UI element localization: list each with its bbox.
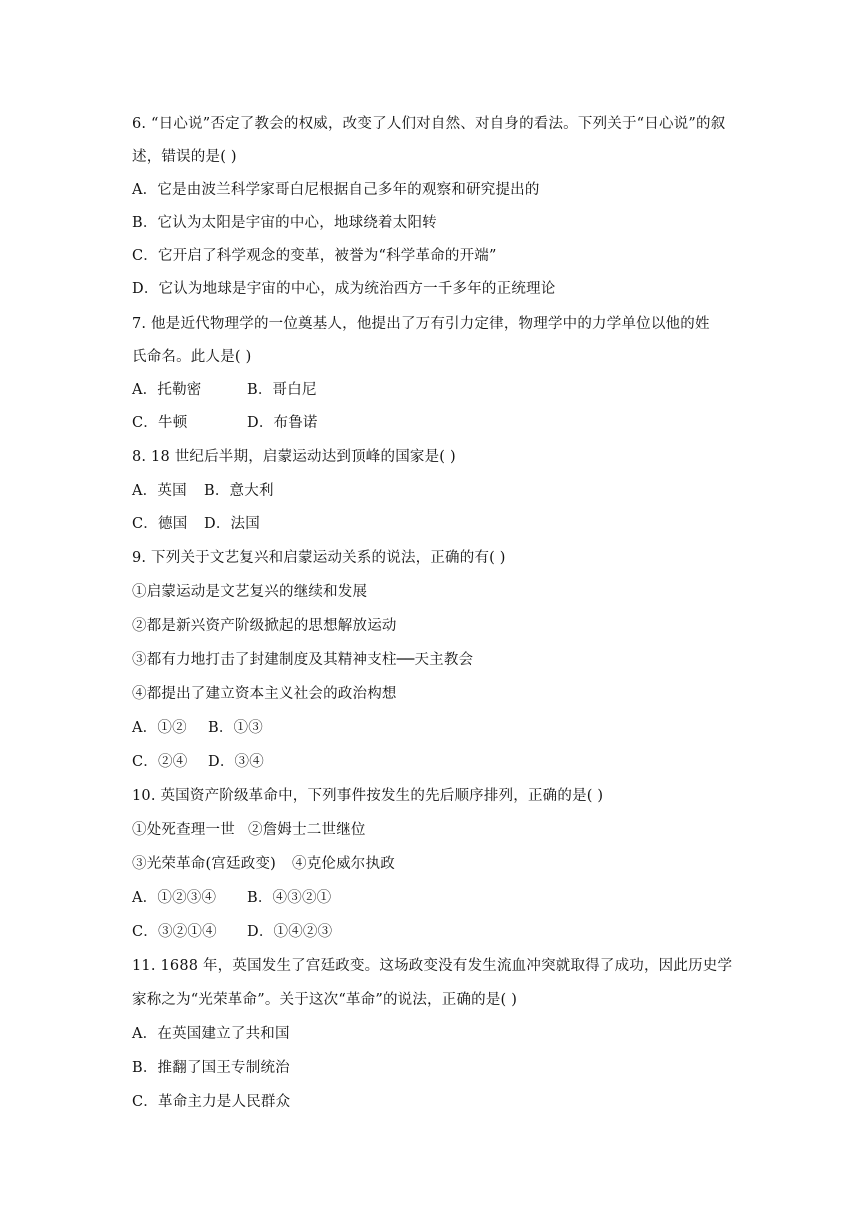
q9-statement-3: ③都有力地打击了封建制度及其精神支柱──天主教会 bbox=[132, 652, 474, 668]
q10-stem: 10. 英国资产阶级革命中，下列事件按发生的先后顺序排列，正确的是( ) bbox=[132, 788, 604, 804]
q10-option-d: D．①④②③ bbox=[247, 924, 333, 940]
q7-stem-line-2: 氏命名。此人是( ) bbox=[132, 349, 252, 365]
q7-options-row-1 bbox=[132, 380, 317, 400]
q10-statement-3: ③光荣革命(宫廷政变) bbox=[132, 856, 277, 872]
q9-option-a: A．①② bbox=[132, 720, 187, 736]
q8-stem: 8. 18 世纪后半期，启蒙运动达到顶峰的国家是( ) bbox=[132, 449, 456, 465]
q11-option-a: A．在英国建立了共和国 bbox=[132, 1026, 290, 1042]
q9-stem: 9. 下列关于文艺复兴和启蒙运动关系的说法，正确的有( ) bbox=[132, 550, 506, 566]
q8-option-c: C．德国 bbox=[132, 516, 188, 532]
q9-statement-2: ②都是新兴资产阶级掀起的思想解放运动 bbox=[132, 618, 397, 634]
q10-option-b: B．④③②① bbox=[247, 890, 332, 906]
q11-option-c: C．革命主力是人民群众 bbox=[132, 1094, 291, 1110]
q11-stem-line-1: 11. 1688 年，英国发生了宫廷政变。这场政变没有发生流血冲突就取得了成功，因此历史学 bbox=[132, 958, 733, 974]
q8-options-row-2 bbox=[132, 514, 260, 534]
q9-option-c: C．②④ bbox=[132, 754, 188, 770]
q7-option-a: A．托勒密 bbox=[132, 382, 202, 398]
q10-statement-1: ①处死查理一世 bbox=[132, 822, 235, 838]
q7-stem-line-1: 7. 他是近代物理学的一位奠基人，他提出了万有引力定律，物理学中的力学单位以他的姓 bbox=[132, 316, 710, 332]
q9-statement-1: ①启蒙运动是文艺复兴的继续和发展 bbox=[132, 584, 368, 600]
q10-option-c: C．③②①④ bbox=[132, 924, 217, 940]
q8-option-d: D．法国 bbox=[204, 516, 260, 532]
q7-option-b: B．哥白尼 bbox=[247, 382, 317, 398]
q10-statements-row-1 bbox=[132, 820, 366, 840]
q10-statement-2: ②詹姆士二世继位 bbox=[248, 822, 366, 838]
q11-option-b: B．推翻了国王专制统治 bbox=[132, 1060, 290, 1076]
q9-options-row-2 bbox=[132, 752, 264, 772]
q9-options-row-1 bbox=[132, 718, 263, 738]
q10-options-row-2 bbox=[132, 922, 332, 942]
q11-stem-line-2: 家称之为“光荣革命”。关于这次“革命”的说法，正确的是( ) bbox=[132, 992, 518, 1008]
q6-option-c: C．它开启了科学观念的变革，被誉为“科学革命的开端” bbox=[132, 248, 497, 264]
q9-statement-4: ④都提出了建立资本主义社会的政治构想 bbox=[132, 686, 397, 702]
q10-option-a: A．①②③④ bbox=[132, 890, 217, 906]
q6-option-a: A．它是由波兰科学家哥白尼根据自己多年的观察和研究提出的 bbox=[132, 182, 540, 198]
q10-statement-4: ④克伦威尔执政 bbox=[292, 856, 395, 872]
q6-option-b: B．它认为太阳是宇宙的中心，地球绕着太阳转 bbox=[132, 215, 437, 231]
q9-option-b: B．①③ bbox=[208, 720, 263, 736]
q8-option-b: B．意大利 bbox=[204, 483, 274, 499]
q6-stem-line-2: 述，错误的是( ) bbox=[132, 149, 237, 165]
q10-statements-row-2 bbox=[132, 854, 395, 874]
q10-options-row-1 bbox=[132, 888, 331, 908]
q8-options-row-1 bbox=[132, 481, 274, 501]
q7-options-row-2 bbox=[132, 413, 318, 433]
q6-stem-line-1: 6. “日心说”否定了教会的权威，改变了人们对自然、对自身的看法。下列关于“日心说”的叙 bbox=[132, 116, 726, 132]
q7-option-c: C．牛顿 bbox=[132, 415, 188, 431]
q6-option-d: D．它认为地球是宇宙的中心，成为统治西方一千多年的正统理论 bbox=[132, 281, 556, 297]
q9-option-d: D．③④ bbox=[208, 754, 264, 770]
q7-option-d: D．布鲁诺 bbox=[247, 415, 318, 431]
q8-option-a: A．英国 bbox=[132, 483, 187, 499]
